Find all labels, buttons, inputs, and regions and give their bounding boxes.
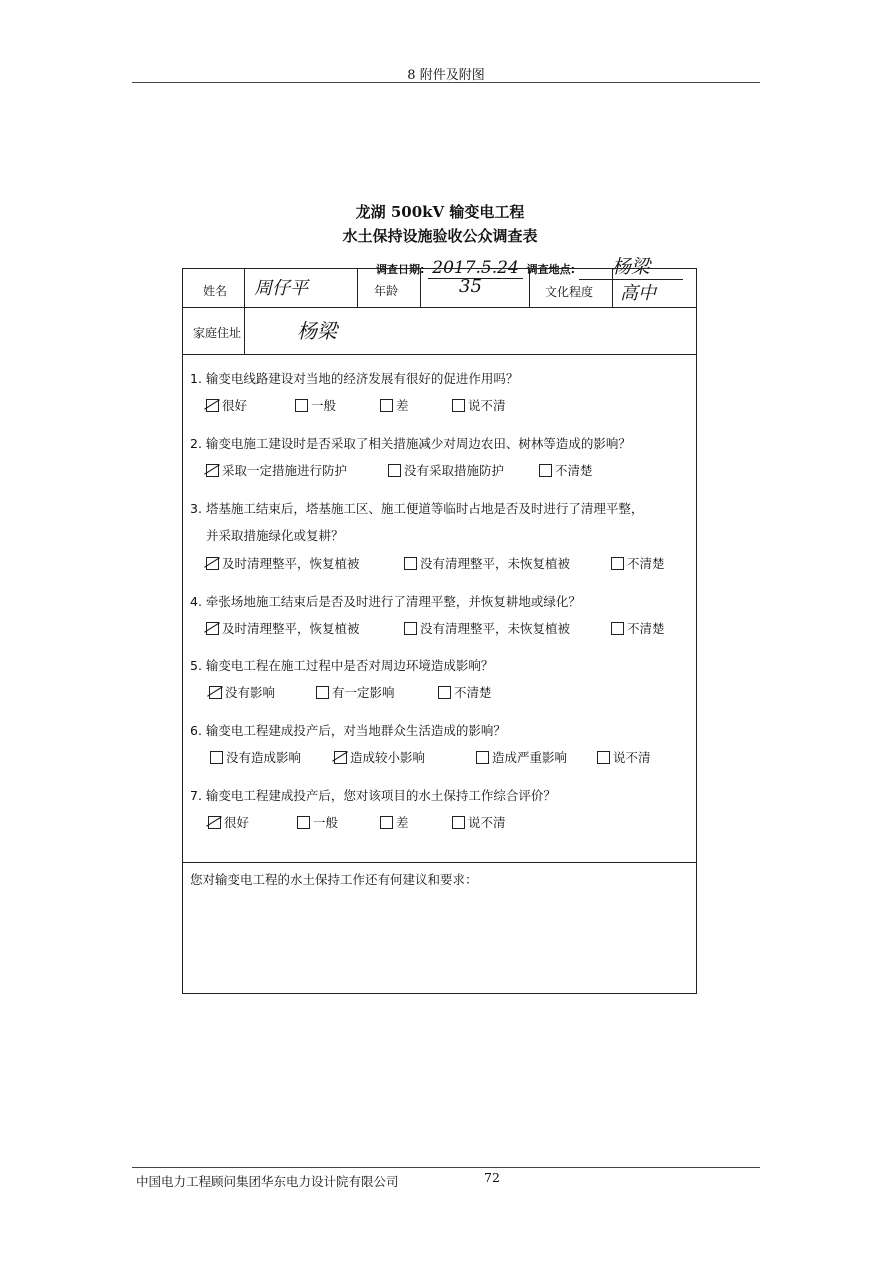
- option-2-2[interactable]: [388, 461, 504, 479]
- option-5-2[interactable]: [316, 683, 395, 701]
- name-value: 周仔平: [254, 278, 308, 299]
- option-7-1[interactable]: [208, 813, 249, 831]
- option-4-1[interactable]: [206, 619, 360, 637]
- row-divider-1: [182, 307, 697, 308]
- age-value: 35: [459, 276, 482, 297]
- question-3-cont: 并采取措施绿化或复耕？: [206, 528, 344, 543]
- question-7: 7. 输变电工程建成投产后，您对该项目的水土保持工作综合评价？: [190, 788, 556, 803]
- option-label: 说不清: [613, 750, 651, 765]
- checkbox-icon[interactable]: [206, 464, 219, 477]
- option-label: 没有清理整平，未恢复植被: [420, 556, 571, 571]
- checkbox-icon[interactable]: [611, 557, 624, 570]
- header-rule: [132, 82, 760, 83]
- option-7-2[interactable]: [297, 813, 338, 831]
- location-label: 调查地点:: [526, 263, 576, 276]
- option-1-2[interactable]: [295, 396, 336, 414]
- option-label: 一般: [311, 398, 337, 413]
- checkbox-icon[interactable]: [297, 816, 310, 829]
- option-3-2[interactable]: [404, 554, 570, 572]
- suggestion-area[interactable]: [186, 892, 692, 990]
- checkbox-icon[interactable]: [206, 399, 219, 412]
- checkbox-icon[interactable]: [206, 622, 219, 635]
- question-6: 6. 输变电工程建成投产后，对当地群众生活造成的影响？: [190, 723, 506, 738]
- checkbox-icon[interactable]: [438, 686, 451, 699]
- age-label: 年龄: [374, 284, 399, 298]
- checkbox-icon[interactable]: [611, 622, 624, 635]
- checkbox-icon[interactable]: [295, 399, 308, 412]
- checkbox-icon[interactable]: [597, 751, 610, 764]
- option-label: 及时清理整平，恢复植被: [222, 556, 360, 571]
- row-divider-3: [182, 862, 697, 863]
- option-label: 很好: [222, 398, 248, 413]
- address-label: 家庭住址: [193, 326, 242, 340]
- option-label: 采取一定措施进行防护: [222, 463, 348, 478]
- option-label: 很好: [224, 815, 250, 830]
- checkbox-icon[interactable]: [208, 816, 221, 829]
- col-divider-4: [529, 268, 530, 307]
- question-3: 3. 塔基施工结束后，塔基施工区、施工便道等临时占地是否及时进行了清理平整，: [190, 501, 644, 516]
- question-4: 4. 牵张场地施工结束后是否及时进行了清理平整，并恢复耕地或绿化？: [190, 594, 581, 609]
- option-label: 没有影响: [225, 685, 276, 700]
- form-title-line1: 龙湖 500kV 输变电工程: [355, 203, 525, 221]
- option-label: 不清楚: [555, 463, 593, 478]
- suggestion-label: 您对输变电工程的水土保持工作还有何建议和要求：: [190, 872, 478, 887]
- option-1-3[interactable]: [380, 396, 409, 414]
- footer-company: 中国电力工程顾问集团华东电力设计院有限公司: [136, 1174, 399, 1189]
- option-5-1[interactable]: [209, 683, 275, 701]
- option-6-4[interactable]: [597, 748, 651, 766]
- option-2-3[interactable]: [539, 461, 593, 479]
- education-value: 高中: [620, 283, 656, 304]
- option-4-2[interactable]: [404, 619, 570, 637]
- option-label: 说不清: [468, 815, 506, 830]
- option-1-1[interactable]: [206, 396, 247, 414]
- checkbox-icon[interactable]: [210, 751, 223, 764]
- option-label: 有一定影响: [332, 685, 395, 700]
- checkbox-icon[interactable]: [452, 399, 465, 412]
- option-label: 没有清理整平，未恢复植被: [420, 621, 571, 636]
- option-1-4[interactable]: [452, 396, 506, 414]
- option-3-3[interactable]: [611, 554, 665, 572]
- option-label: 不清楚: [454, 685, 492, 700]
- option-label: 不清楚: [627, 556, 665, 571]
- date-label: 调查日期:: [376, 263, 425, 276]
- question-5: 5. 输变电工程在施工过程中是否对周边环境造成影响？: [190, 658, 494, 673]
- checkbox-icon[interactable]: [539, 464, 552, 477]
- checkbox-icon[interactable]: [380, 399, 393, 412]
- option-4-3[interactable]: [611, 619, 665, 637]
- address-value: 杨梁: [297, 319, 337, 343]
- option-7-3[interactable]: [380, 813, 409, 831]
- option-label: 及时清理整平，恢复植被: [222, 621, 360, 636]
- checkbox-icon[interactable]: [452, 816, 465, 829]
- option-6-2[interactable]: [334, 748, 425, 766]
- option-label: 造成严重影响: [492, 750, 568, 765]
- option-label: 不清楚: [627, 621, 665, 636]
- footer-rule: [132, 1167, 760, 1168]
- checkbox-icon[interactable]: [388, 464, 401, 477]
- row-divider-2: [182, 354, 697, 355]
- question-1: 1. 输变电线路建设对当地的经济发展有很好的促进作用吗？: [190, 371, 519, 386]
- option-label: 说不清: [468, 398, 506, 413]
- checkbox-icon[interactable]: [404, 557, 417, 570]
- checkbox-icon[interactable]: [209, 686, 222, 699]
- option-label: 一般: [313, 815, 339, 830]
- col-divider-5: [612, 268, 613, 307]
- checkbox-icon[interactable]: [476, 751, 489, 764]
- education-label: 文化程度: [545, 285, 594, 299]
- option-7-4[interactable]: [452, 813, 506, 831]
- option-label: 造成较小影响: [350, 750, 426, 765]
- col-divider-3: [420, 268, 421, 307]
- option-3-1[interactable]: [206, 554, 360, 572]
- col-divider-1: [244, 268, 245, 354]
- option-label: 没有采取措施防护: [404, 463, 505, 478]
- checkbox-icon[interactable]: [206, 557, 219, 570]
- option-label: 差: [396, 815, 409, 830]
- page-header: 8 附件及附图: [407, 68, 485, 83]
- col-divider-2: [357, 268, 358, 307]
- checkbox-icon[interactable]: [334, 751, 347, 764]
- checkbox-icon[interactable]: [380, 816, 393, 829]
- option-label: 差: [396, 398, 409, 413]
- name-label: 姓名: [203, 284, 228, 298]
- page-number: 72: [484, 1170, 500, 1185]
- question-2: 2. 输变电施工建设时是否采取了相关措施减少对周边农田、树林等造成的影响？: [190, 436, 631, 451]
- checkbox-icon[interactable]: [404, 622, 417, 635]
- form-title-line2: 水土保持设施验收公众调查表: [342, 227, 538, 245]
- option-6-1[interactable]: [210, 748, 301, 766]
- location-value: 杨梁: [579, 252, 683, 280]
- date-value: 2017.5.24: [428, 258, 523, 279]
- option-label: 没有造成影响: [226, 750, 302, 765]
- checkbox-icon[interactable]: [316, 686, 329, 699]
- option-2-1[interactable]: [206, 461, 347, 479]
- option-6-3[interactable]: [476, 748, 567, 766]
- option-5-3[interactable]: [438, 683, 492, 701]
